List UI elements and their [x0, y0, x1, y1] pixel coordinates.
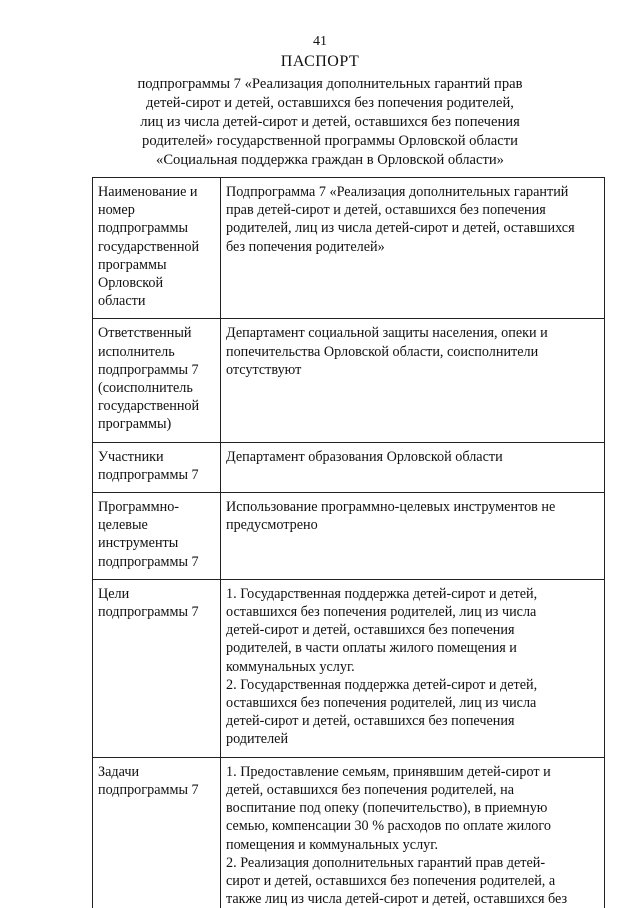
- row-label: [93, 442, 221, 492]
- label-line: инструменты: [98, 535, 179, 552]
- label-line: Орловской: [98, 275, 164, 292]
- subtitle-line: лиц из числа детей-сирот и детей, оставшихся без попечения: [140, 114, 520, 130]
- table-row-goals: [93, 579, 605, 757]
- value-line: 1. Предоставление семьям, принявшим детей-сирот и: [226, 763, 551, 780]
- label-line: подпрограммы 7: [98, 466, 199, 483]
- subtitle-line: родителей» государственной программы Орловской области: [142, 133, 518, 149]
- label-line: Участники: [98, 448, 164, 465]
- label-line: подпрограммы 7: [98, 604, 199, 621]
- value-line: родителей: [226, 731, 289, 748]
- label-line: подпрограммы 7: [98, 553, 199, 570]
- value-line: без попечения родителей»: [226, 238, 385, 255]
- value-line: попечительства Орловской области, соисполнители: [226, 343, 539, 360]
- label-line: Программно-: [98, 499, 180, 516]
- document-title: ПАСПОРТ: [280, 53, 360, 70]
- value-line: родителей, в части оплаты жилого помещения и: [226, 640, 517, 657]
- row-value: [221, 493, 605, 580]
- label-line: (соисполнитель: [98, 380, 193, 397]
- label-line: государственной: [98, 238, 200, 255]
- value-line: сирот и детей, оставшихся без попечения родителей, а: [226, 872, 556, 889]
- value-line: Департамент образования Орловской области: [226, 448, 503, 465]
- row-label: [93, 178, 221, 319]
- label-line: программы: [98, 256, 167, 273]
- passport-table: [92, 177, 605, 908]
- value-line: детей, оставшихся без попечения родителей, на: [226, 781, 514, 798]
- value-line: предусмотрено: [226, 517, 318, 534]
- value-line: детей-сирот и детей, оставшихся без попечения: [226, 713, 515, 730]
- label-line: Задачи: [98, 763, 140, 780]
- subtitle-line: детей-сирот и детей, оставшихся без попечения родителей,: [146, 95, 514, 111]
- label-line: исполнитель: [98, 343, 175, 360]
- value-line: Подпрограмма 7 «Реализация дополнительных гарантий: [226, 184, 569, 200]
- value-line: коммунальных услуг.: [226, 658, 355, 675]
- row-label: [93, 319, 221, 442]
- table-row-instruments: [93, 493, 605, 580]
- label-line: области: [98, 293, 146, 310]
- value-line: также лиц из числа детей-сирот и детей, оставшихся без: [226, 891, 568, 908]
- value-line: родителей, лиц из числа детей-сирот и детей, оставшихся: [226, 220, 575, 237]
- label-line: номер: [98, 202, 135, 219]
- value-line: Использование программно-целевых инструментов не: [226, 499, 556, 516]
- value-line: детей-сирот и детей, оставшихся без попечения: [226, 622, 515, 639]
- value-line: оставшихся без попечения родителей, лиц из числа: [226, 695, 537, 712]
- row-label: [93, 757, 221, 908]
- row-value: [221, 319, 605, 442]
- table-row-name: [93, 178, 605, 319]
- value-line: 1. Государственная поддержка детей-сирот и детей,: [226, 585, 538, 602]
- subtitle-line: подпрограммы 7 «Реализация дополнительных гарантий прав: [137, 76, 523, 92]
- value-line: 2. Государственная поддержка детей-сирот и детей,: [226, 676, 538, 693]
- table-row-tasks: [93, 757, 605, 908]
- document-subtitle: [110, 75, 550, 170]
- label-line: программы): [98, 416, 172, 433]
- page-number: 41: [313, 34, 327, 49]
- label-line: подпрограммы: [98, 220, 188, 237]
- subtitle-line: «Социальная поддержка граждан в Орловской области»: [156, 152, 504, 168]
- value-line: помещения и коммунальных услуг.: [226, 836, 439, 853]
- row-value: [221, 442, 605, 492]
- table-row-executor: [93, 319, 605, 442]
- label-line: целевые: [98, 517, 148, 534]
- value-line: воспитание под опеку (попечительство), в приемную: [226, 800, 548, 817]
- value-line: семью, компенсации 30 % расходов по оплате жилого: [226, 818, 551, 835]
- label-line: подпрограммы 7: [98, 361, 199, 378]
- label-line: Ответственный: [98, 325, 192, 342]
- row-value: [221, 757, 605, 908]
- value-line: Департамент социальной защиты населения, опеки и: [226, 325, 548, 342]
- label-line: Наименование и: [98, 184, 198, 200]
- label-line: государственной: [98, 398, 200, 415]
- row-value: [221, 579, 605, 757]
- label-line: подпрограммы 7: [98, 781, 199, 798]
- label-line: Цели: [98, 585, 130, 602]
- row-label: [93, 493, 221, 580]
- row-label: [93, 579, 221, 757]
- table-row-participants: [93, 442, 605, 492]
- value-line: 2. Реализация дополнительных гарантий прав детей-: [226, 854, 546, 871]
- value-line: прав детей-сирот и детей, оставшихся без попечения: [226, 202, 546, 219]
- row-value: [221, 178, 605, 319]
- value-line: отсутствуют: [226, 361, 302, 378]
- value-line: оставшихся без попечения родителей, лиц из числа: [226, 604, 537, 621]
